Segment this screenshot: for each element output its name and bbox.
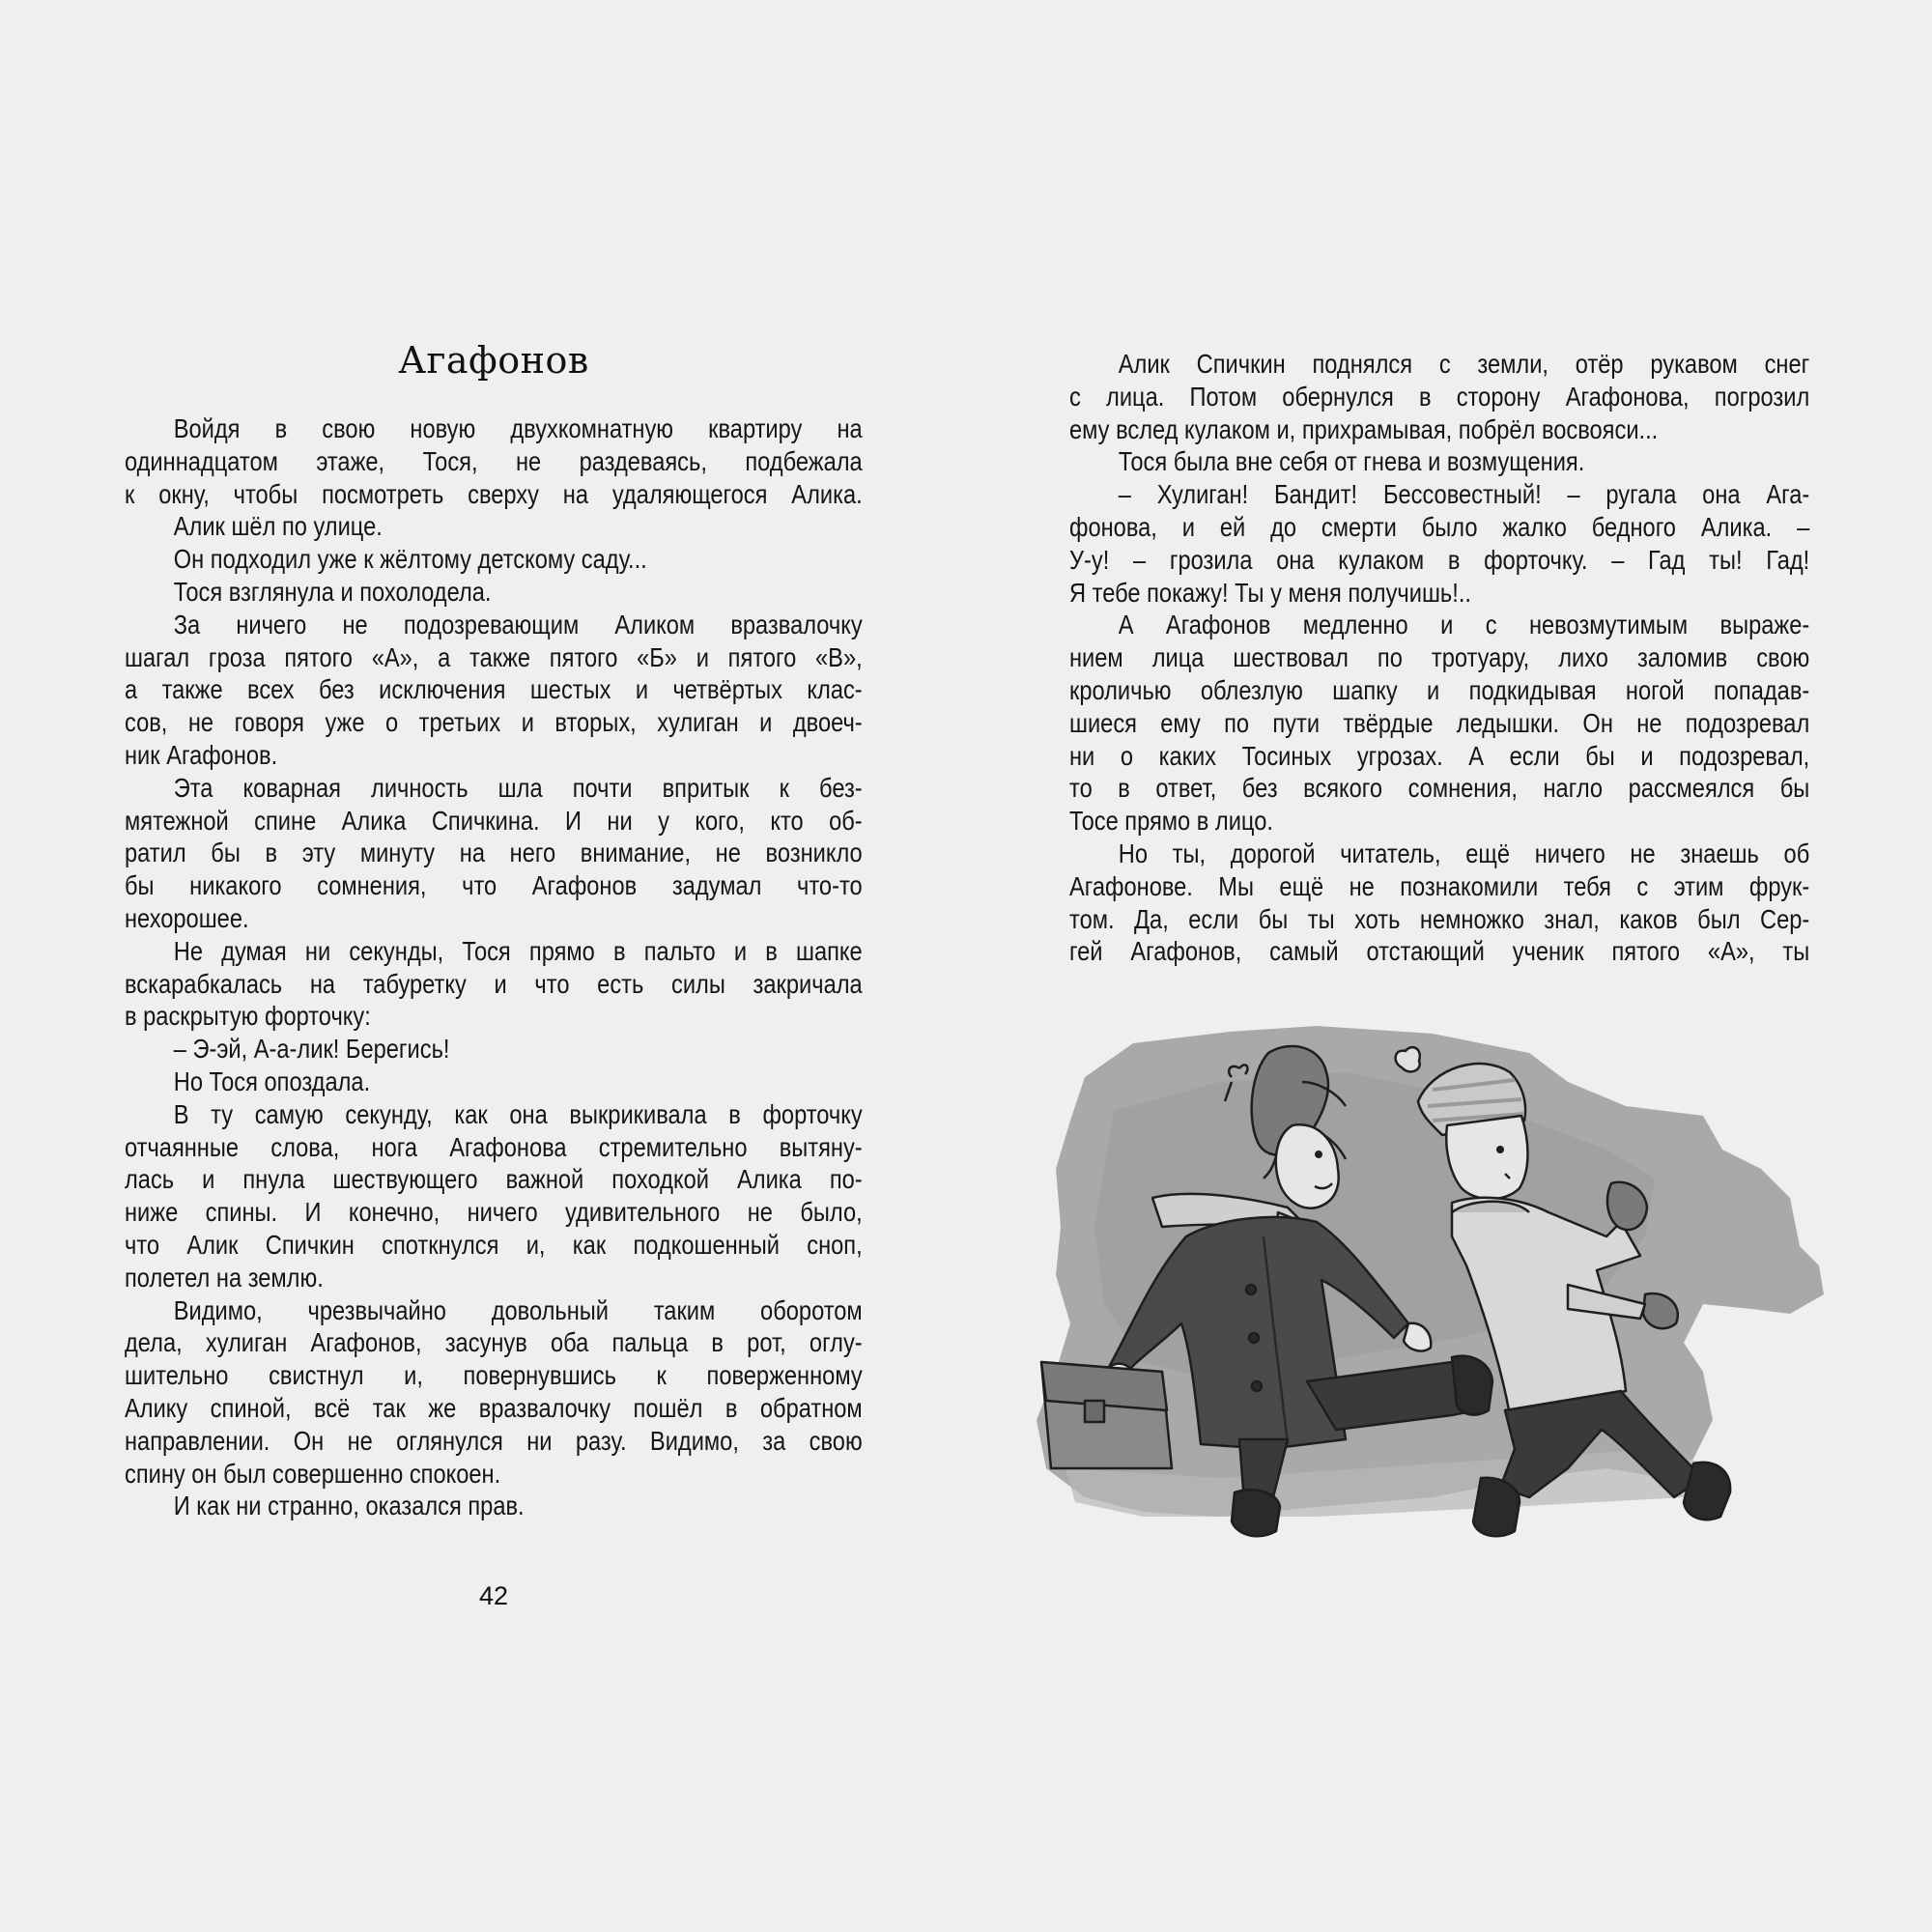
text-line: ратил бы в эту минуту на него внимание, не возникло — [125, 838, 863, 868]
text-line: дела, хулиган Агафонов, засунув оба пальца в рот, оглу- — [125, 1327, 863, 1358]
alik-boot-front — [1684, 1463, 1730, 1520]
text-line: Агафонове. Мы ещё не познакомили тебя с этим фрук- — [1069, 870, 1810, 901]
text-line: одиннадцатом этаже, Тося, не раздеваясь, подбежала — [125, 445, 863, 476]
text-line: что Алик Спичкин споткнулся и, как подкошенный сноп, — [125, 1229, 863, 1260]
text-line: фонова, и ей до смерти было жалко бедного Алика. – — [1069, 511, 1810, 542]
text-line: Тося была вне себя от гнева и возмущения. — [1118, 446, 1585, 477]
text-line: Эта коварная личность шла почти впритык к без- — [173, 772, 863, 803]
text-line: бы никакого сомнения, что Агафонов задумал что-то — [125, 870, 863, 901]
text-line: а также всех без исключения шестых и четвёртых клас- — [125, 674, 863, 705]
text-line: отчаянные слова, нога Агафонова стремительно вытяну- — [125, 1131, 863, 1162]
text-line: Тося взглянула и похолодела. — [173, 576, 492, 607]
text-line: направлении. Он не оглянулся ни разу. Видимо, за свою — [125, 1425, 863, 1456]
text-line: спину он был совершенно спокоен. — [125, 1458, 501, 1489]
illustration-boys-winter — [1027, 1014, 1829, 1555]
text-line: шиеся ему по пути твёрдые ледышки. Он не подозревал — [1069, 707, 1810, 738]
text-line: том. Да, если бы ты хоть немножко знал, каков был Сер- — [1069, 903, 1810, 934]
text-line: кроличью облезлую шапку и подкидывая ногой попадав- — [1069, 674, 1810, 705]
text-line: шительно свистнул и, повернувшись к поверженному — [125, 1360, 863, 1391]
left-page-body — [125, 412, 863, 1522]
text-line: полетел на землю. — [125, 1262, 324, 1293]
alik-boot-back — [1473, 1478, 1520, 1536]
text-line: Я тебе покажу! Ты у меня получишь!.. — [1069, 577, 1471, 608]
text-line: У-у! – грозила она кулаком в форточку. – Гад ты! Гад! — [1069, 544, 1810, 575]
text-line: Алик шёл по улице. — [173, 511, 383, 542]
text-line: За ничего не подозревающим Аликом вразвалочку — [173, 609, 863, 639]
text-line: вскарабкалась на табуретку и что есть силы закричала — [125, 968, 863, 999]
text-line: – Хулиган! Бандит! Бессовестный! – ругала она Ага- — [1118, 479, 1810, 510]
text-line: шагал гроза пятого «А», а также пятого «Б» и пятого «В», — [125, 641, 863, 672]
text-line: ни о каких Тосиных угрозах. А если бы и подозревал, — [1069, 740, 1810, 771]
text-line: ник Агафонов. — [125, 739, 278, 770]
text-line: к окну, чтобы посмотреть сверху на удаляющегося Алика. — [125, 478, 863, 509]
text-line: Алику спиной, всё так же вразвалочку пошёл в обратном — [125, 1392, 863, 1423]
text-line: мятежной спине Алика Спичкина. И ни у кого, кто об- — [125, 805, 863, 836]
text-line: И как ни странно, оказался прав. — [173, 1491, 525, 1521]
page-number: 42 — [478, 1581, 509, 1610]
illustration-image — [1027, 1014, 1829, 1555]
text-line: Войдя в свою новую двухкомнатную квартиру на — [173, 413, 863, 443]
right-page-body — [1069, 348, 1809, 968]
text-line: Тосе прямо в лицо. — [1069, 806, 1273, 837]
text-line: А Агафонов медленно и с невозмутимым выраже- — [1118, 610, 1810, 640]
chapter-title: Агафонов — [398, 339, 589, 382]
text-line: сов, не говоря уже о третьих и вторых, хулиган и двоеч- — [125, 707, 863, 738]
agafonov-kicking-boot — [1452, 1356, 1492, 1415]
text-line: ниже спины. И конечно, ничего удивительного не было, — [125, 1197, 863, 1228]
text-line: Но ты, дорогой читатель, ещё ничего не знаешь об — [1118, 838, 1810, 868]
text-line: в раскрытую форточку: — [125, 1001, 371, 1032]
agafonov-boot — [1232, 1490, 1280, 1536]
text-line: В ту самую секунду, как она выкрикивала в форточку — [173, 1098, 863, 1129]
text-line: ему вслед кулаком и, прихрамывая, побрёл восвояси... — [1069, 413, 1659, 444]
text-line: Но Тося опоздала. — [173, 1065, 371, 1096]
text-line: Алик Спичкин поднялся с земли, отёр рукавом снег — [1118, 349, 1810, 379]
text-line: то в ответ, без всякого сомнения, нагло рассмеялся бы — [1069, 773, 1810, 804]
text-line: – Э-эй, А-а-лик! Берегись! — [173, 1034, 450, 1065]
text-line: Он подходил уже к жёлтому детскому саду... — [173, 544, 647, 575]
text-line: с лица. Потом обернулся в сторону Агафонова, погрозил — [1069, 381, 1810, 412]
text-line: нехорошее. — [125, 902, 249, 933]
text-line: лась и пнула шествующего важной походкой Алика по- — [125, 1164, 863, 1195]
text-line: Видимо, чрезвычайно довольный таким оборотом — [173, 1294, 863, 1325]
text-line: нием лица шествовал по тротуару, лихо заломив свою — [1069, 642, 1810, 673]
text-line: Не думая ни секунды, Тося прямо в пальто и в шапке — [173, 935, 863, 966]
text-line: гей Агафонов, самый отстающий ученик пятого «А», ты — [1069, 936, 1810, 967]
